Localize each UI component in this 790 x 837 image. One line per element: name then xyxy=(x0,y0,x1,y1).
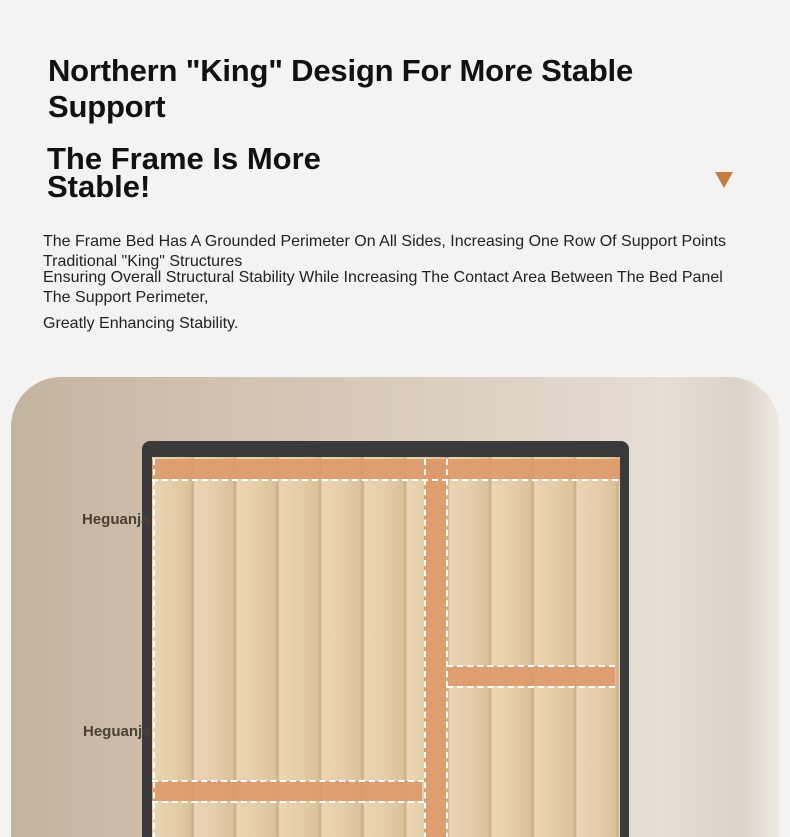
headline: Northern "King" Design For More Stable Support xyxy=(48,53,634,124)
subheadline: The Frame Is More Stable! xyxy=(47,141,321,204)
support-highlight-center xyxy=(424,459,446,837)
body-line-5: Greatly Enhancing Stability. xyxy=(43,315,239,332)
dashed-outline xyxy=(152,801,424,803)
down-triangle-icon xyxy=(715,172,733,188)
support-highlight-bottom xyxy=(152,781,422,801)
body-line-1: The Frame Bed Has A Grounded Perimeter On All Sides, Increasing One Row Of Support Points xyxy=(43,233,726,250)
dashed-outline xyxy=(447,686,615,688)
body-line-4: The Support Perimeter, xyxy=(43,289,209,306)
bed-frame-photo xyxy=(11,377,779,837)
support-highlight-middle xyxy=(447,666,615,686)
support-highlight-top xyxy=(152,459,620,479)
body-line-2: Traditional "King" Structures xyxy=(43,253,243,270)
watermark: Heguanja xyxy=(82,511,150,528)
wall-shading xyxy=(739,377,779,837)
dashed-outline xyxy=(447,665,615,667)
dashed-outline xyxy=(152,479,618,481)
watermark: Heguanja xyxy=(83,723,151,740)
dashed-outline xyxy=(152,780,424,782)
dashed-outline xyxy=(446,459,448,837)
dashed-outline xyxy=(424,459,426,837)
body-line-3: Ensuring Overall Structural Stability While Increasing The Contact Area Between The Bed Panel xyxy=(43,269,723,286)
